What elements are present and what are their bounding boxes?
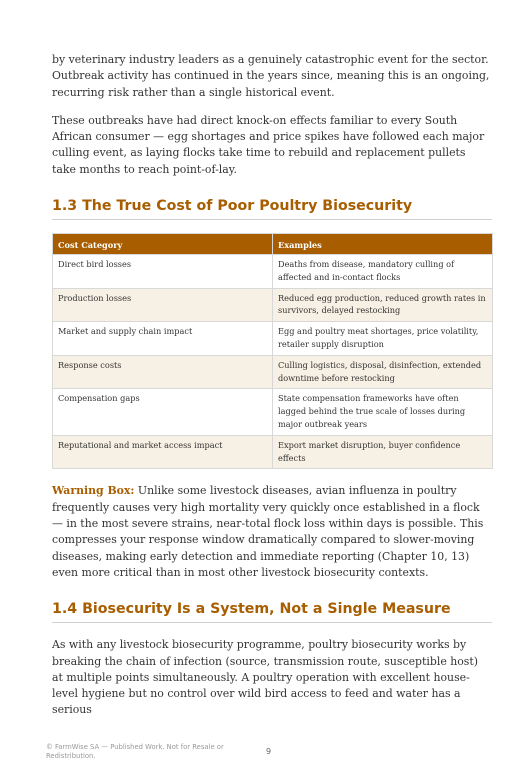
document-page — [52, 52, 492, 731]
column-header-examples: Examples — [273, 234, 493, 255]
table-cell-examples: Egg and poultry meat shortages, price volatility, retailer supply disruption — [273, 322, 493, 356]
table-cell-category: Reputational and market access impact — [53, 435, 273, 469]
footer-copyright: © FarmWise SA — Published Work. Not for Resale or Redistribution. — [46, 743, 224, 760]
page-number: 9 — [266, 747, 272, 756]
section-heading-1-4: 1.4 Biosecurity Is a System, Not a Single Measure — [52, 601, 492, 623]
table-cell-examples: Culling logistics, disposal, disinfection, extended downtime before restocking — [273, 355, 493, 389]
table-row — [53, 355, 493, 389]
table-cell-examples: State compensation frameworks have often lagged behind the true scale of losses during major outbreak years — [273, 389, 493, 435]
table-row — [53, 255, 493, 289]
intro-paragraph-2: These outbreaks have had direct knock-on effects familiar to every South African consumer — egg shortages and price spikes have followed each major culling event, as laying flocks take time to rebuild and replacement pullets take months to reach point-of-lay. — [52, 113, 485, 176]
table-header-row — [53, 234, 493, 255]
table-cell-category: Response costs — [53, 355, 273, 389]
table-cell-category: Market and supply chain impact — [53, 322, 273, 356]
table-cell-examples: Deaths from disease, mandatory culling of affected and in-contact flocks — [273, 255, 493, 289]
table-cell-examples: Reduced egg production, reduced growth rates in survivors, delayed restocking — [273, 288, 493, 322]
table-cell-category: Direct bird losses — [53, 255, 273, 289]
table-row — [53, 288, 493, 322]
column-header-cost-category: Cost Category — [53, 234, 273, 255]
table-row — [53, 435, 493, 469]
table-cell-category: Compensation gaps — [53, 389, 273, 435]
table-row — [53, 389, 493, 435]
table-cell-examples: Export market disruption, buyer confidence effects — [273, 435, 493, 469]
section-1-4-paragraph: As with any livestock biosecurity programme, poultry biosecurity works by breaking the chain of infection (source, transmission route, susceptible host) at multiple points simultaneously. A poultry operation with excellent house-level hygiene but no control over wild bird access to feed and water has a serious — [52, 638, 479, 717]
cost-table — [52, 233, 493, 469]
warning-label: Warning Box: — [52, 484, 135, 498]
table-row — [53, 322, 493, 356]
intro-paragraph-1: by veterinary industry leaders as a genuinely catastrophic event for the sector. Outbreak activity has continued in the years since, meaning this is an ongoing, recurring risk rather than a single historical event. — [52, 53, 490, 99]
warning-text: Unlike some livestock diseases, avian influenza in poultry frequently causes very high mortality very quickly once established in a flock — in the most severe strains, near-total flock loss within days is possible. This compresses your response window dramatically compared to slower-moving diseases, making early detection and immediate reporting (Chapter 10, 13) even more critical than in most other livestock biosecurity contexts. — [52, 484, 484, 579]
table-cell-category: Production losses — [53, 288, 273, 322]
section-heading-1-3: 1.3 The True Cost of Poor Poultry Biosecurity — [52, 198, 492, 220]
warning-box — [52, 483, 492, 581]
